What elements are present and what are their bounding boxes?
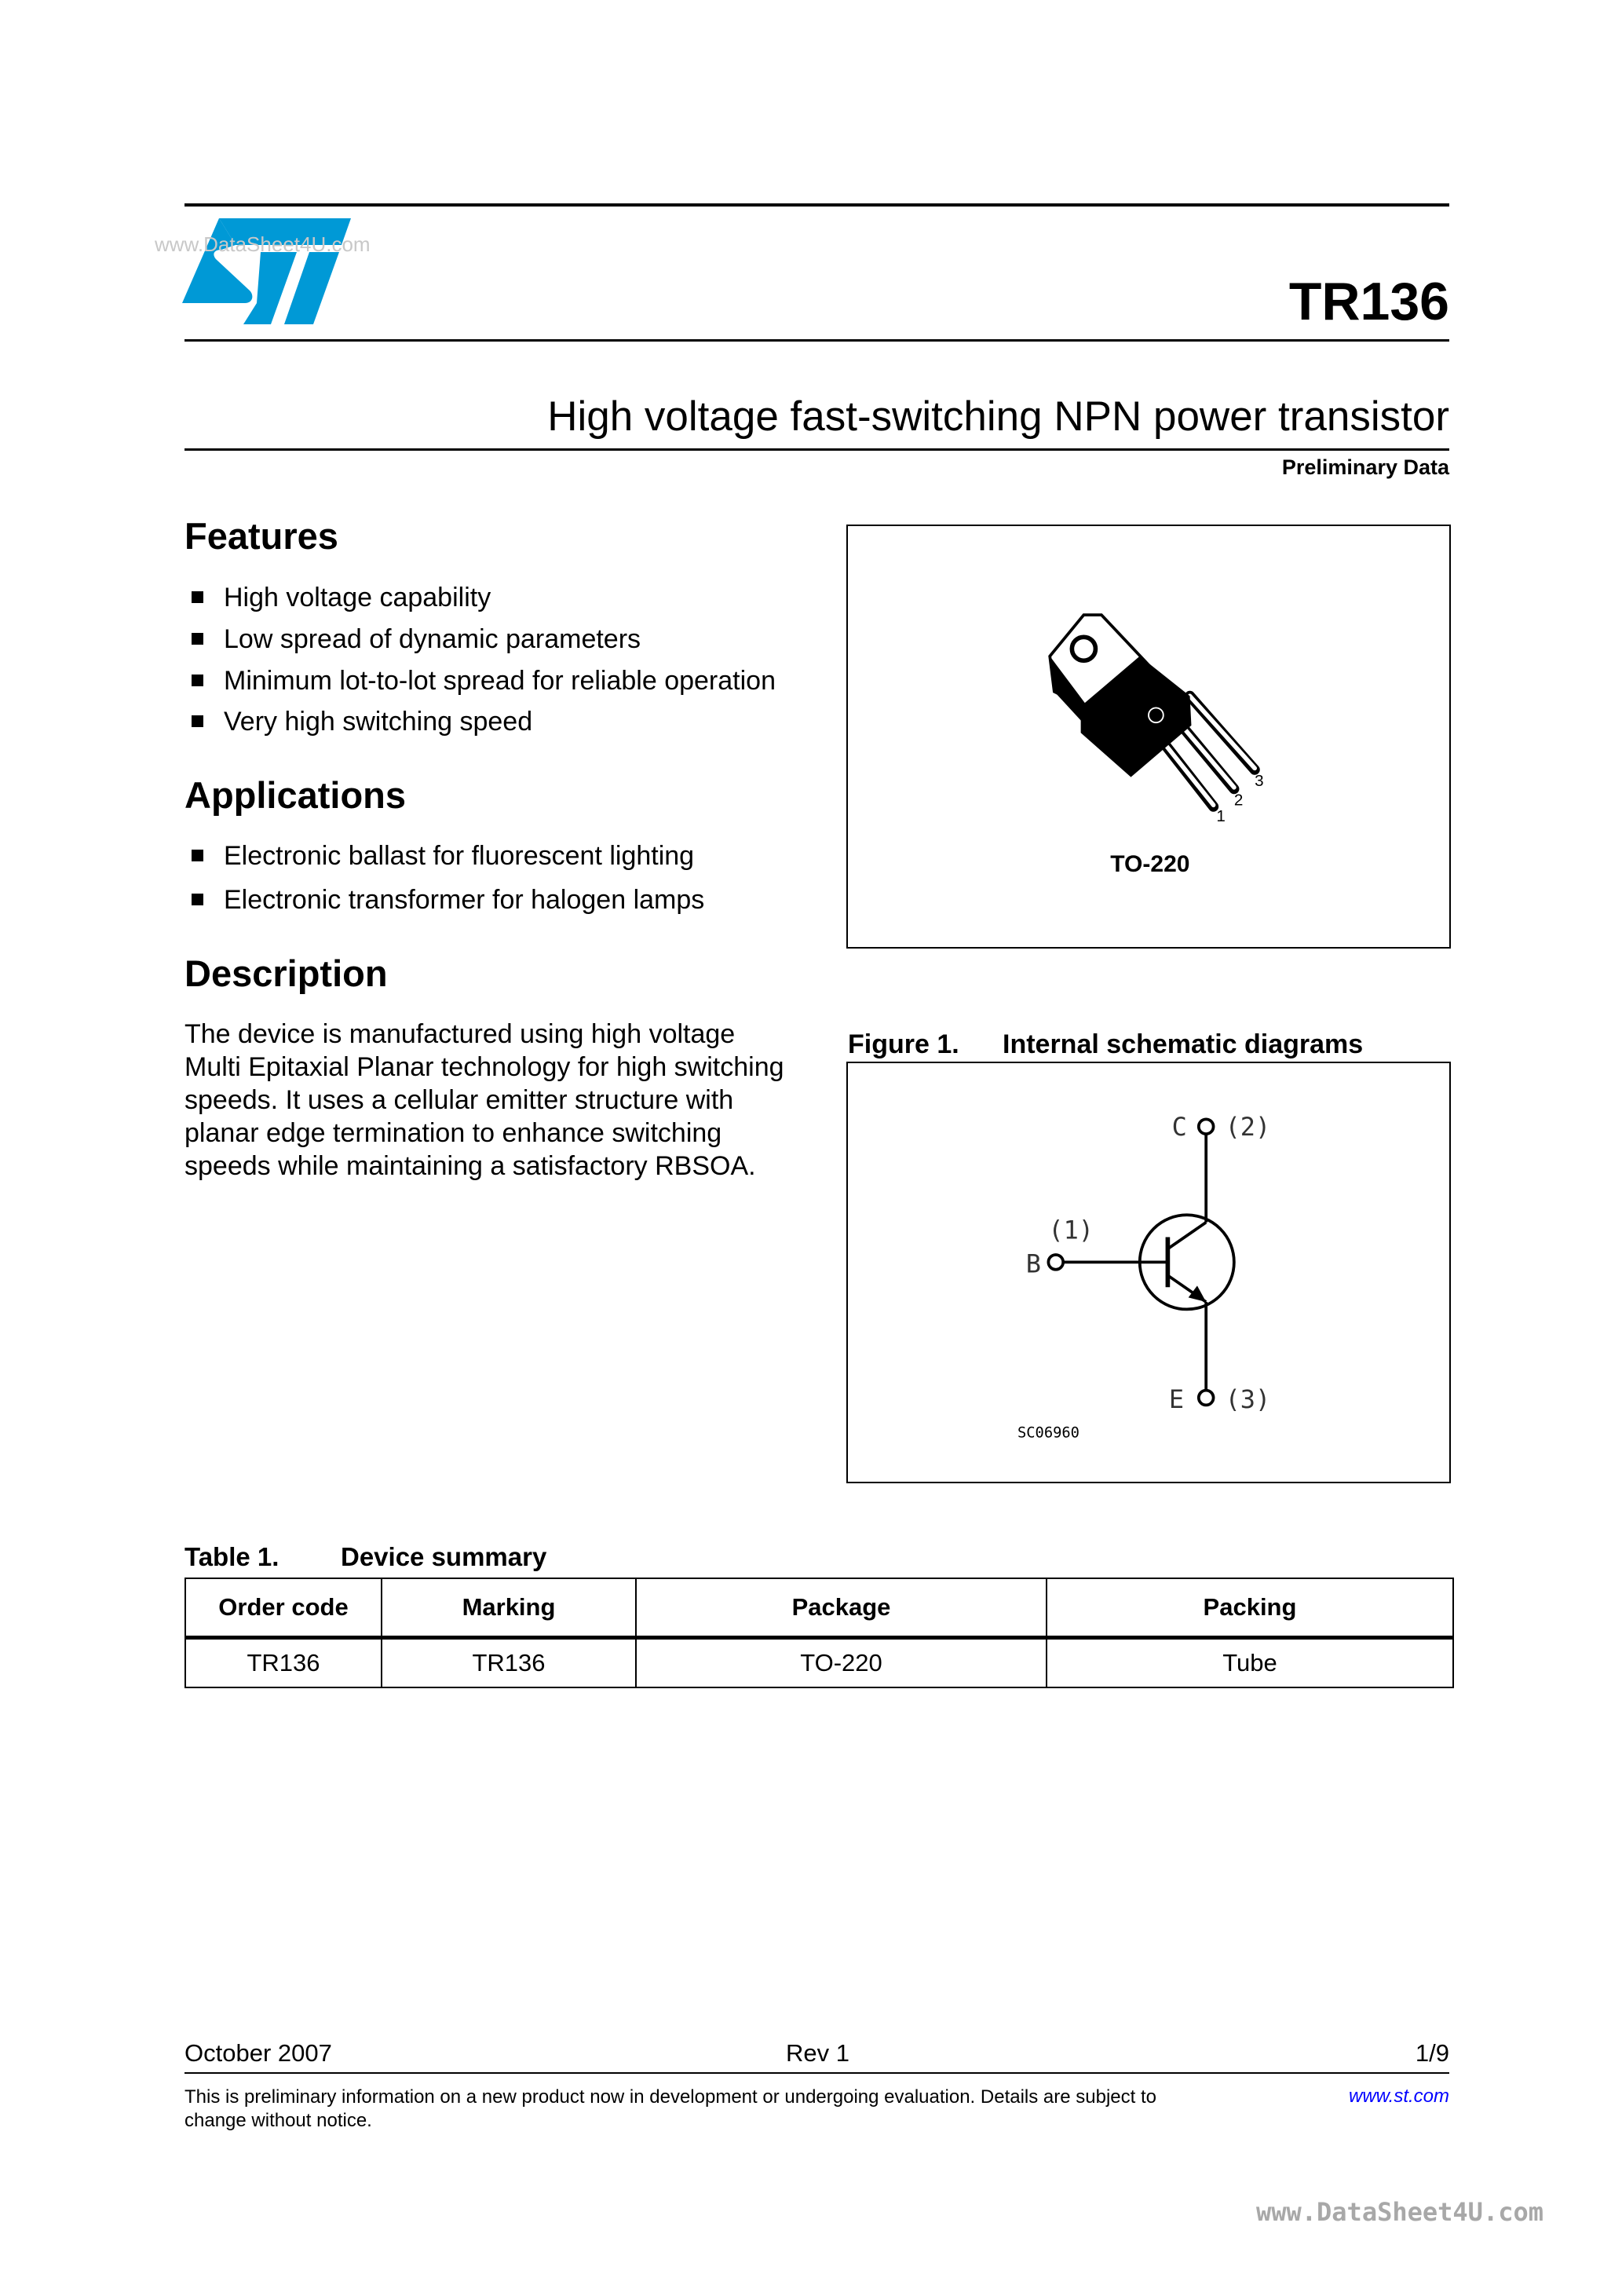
schematic-figure (846, 1062, 1451, 1483)
part-number: TR136 (1288, 272, 1449, 331)
emitter-arrow-icon (1189, 1285, 1207, 1302)
bullet-icon (192, 850, 203, 861)
footer-rule (184, 2072, 1449, 2074)
footer-date: October 2007 (184, 2039, 332, 2067)
bullet-icon (192, 591, 203, 603)
emitter-label: E (1168, 1384, 1185, 1415)
footer-revision: Rev 1 (786, 2039, 849, 2067)
bullet-icon (192, 715, 203, 727)
figure1-number: Figure 1. (848, 1029, 959, 1059)
table1-number: Table 1. (184, 1542, 279, 1571)
header-rule (184, 339, 1449, 342)
base-label: B (1025, 1249, 1041, 1279)
pin-3-label: 3 (1255, 771, 1264, 790)
to220-package-drawing (848, 526, 1449, 947)
subtitle-rule (184, 448, 1449, 451)
table-cell: Tube (1047, 1638, 1453, 1688)
applications-heading: Applications (184, 774, 407, 816)
feature-item: Minimum lot-to-lot spread for reliable operation (192, 666, 776, 696)
emitter-pin-label: (3) (1225, 1384, 1271, 1415)
column-header: Packing (1047, 1578, 1453, 1638)
table-cell: TR136 (382, 1638, 636, 1688)
feature-item: High voltage capability (192, 583, 491, 613)
watermark-bottom: www.DataSheet4U.com (1255, 2197, 1543, 2227)
top-rule (184, 203, 1449, 207)
description-heading: Description (184, 952, 388, 994)
collector-label: C (1171, 1111, 1187, 1142)
bullet-icon (192, 675, 203, 686)
npn-transistor-schematic (848, 1063, 1449, 1482)
bullet-icon (192, 894, 203, 905)
base-pin-label: (1) (1048, 1215, 1094, 1245)
column-header: Marking (382, 1578, 636, 1638)
status-label: Preliminary Data (1281, 455, 1449, 479)
table-cell: TO-220 (636, 1638, 1047, 1688)
table1-title: Device summary (341, 1542, 547, 1571)
feature-item: Very high switching speed (192, 707, 532, 737)
bullet-icon (192, 633, 203, 645)
footer-notice: This is preliminary information on a new product now in development or undergoing evaluation. Details are subject to change without notice. (184, 2086, 1157, 2131)
watermark-top: www.DataSheet4U.com (155, 232, 371, 256)
features-heading: Features (184, 515, 338, 557)
table-cell: TR136 (185, 1638, 382, 1688)
pin-1-label: 1 (1216, 806, 1226, 825)
figure-code: SC06960 (1017, 1424, 1080, 1442)
package-figure (846, 525, 1451, 949)
device-summary-table (184, 1578, 1454, 1688)
application-item: Electronic transformer for halogen lamps (192, 885, 704, 916)
document-subtitle: High voltage fast-switching NPN power transistor (547, 393, 1449, 440)
table-header-row (185, 1578, 1453, 1638)
column-header: Order code (185, 1578, 382, 1638)
st-website-link[interactable]: www.st.com (1348, 2086, 1449, 2107)
collector-pin-label: (2) (1225, 1111, 1271, 1142)
table-row (185, 1638, 1453, 1688)
footer-page-number: 1/9 (1415, 2039, 1449, 2067)
figure1-title: Internal schematic diagrams (1003, 1029, 1364, 1059)
package-label: TO-220 (1110, 850, 1190, 877)
pin-2-label: 2 (1233, 791, 1244, 810)
application-item: Electronic ballast for fluorescent lighting (192, 841, 694, 872)
description-text: The device is manufactured using high voltage Multi Epitaxial Planar technology for high switching speeds. It uses a cellular emitter structure with planar edge termination to enhance switching speeds while maintaining a satisfactory RBSOA. (184, 1019, 784, 1181)
column-header: Package (636, 1578, 1047, 1638)
feature-item: Low spread of dynamic parameters (192, 624, 641, 655)
